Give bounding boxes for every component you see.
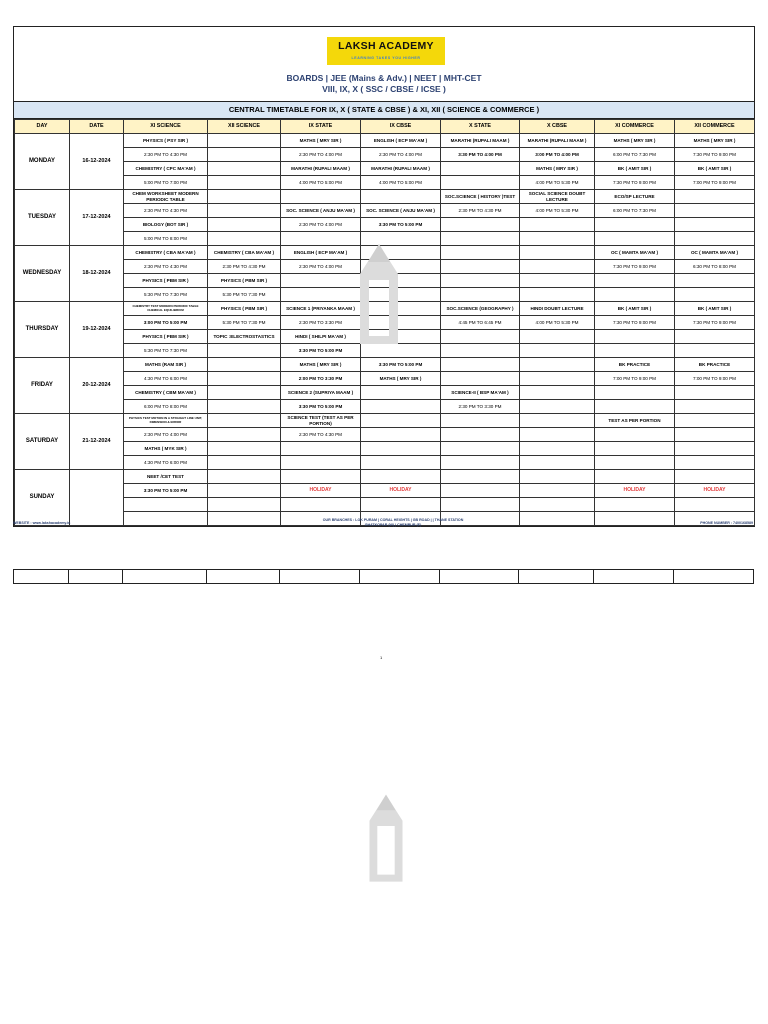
schedule-cell: [361, 498, 441, 512]
schedule-cell: [441, 358, 520, 372]
table-row: [15, 414, 755, 428]
schedule-cell: 4:45 PM TO 6:45 PM: [441, 316, 520, 330]
schedule-cell: [675, 288, 755, 302]
schedule-cell: 7:30 PM TO 9:00 PM: [675, 148, 755, 162]
schedule-cell: 3:00 PM TO 5:00 PM: [124, 316, 208, 330]
schedule-cell: ECO/SP LECTURE: [595, 190, 675, 204]
schedule-cell: BK ( AMIT SIR ): [595, 302, 675, 316]
stub-cell: [123, 570, 207, 584]
schedule-cell: [441, 260, 520, 274]
table-row: [15, 148, 755, 162]
footer: [13, 518, 753, 532]
schedule-cell: [208, 190, 281, 204]
branches-text: [273, 518, 513, 528]
logo-tagline: LEARNING TAKES YOU HIGHER: [351, 56, 421, 60]
schedule-cell: [441, 470, 520, 484]
schedule-cell: 2:00 PM TO 3:30 PM: [281, 372, 361, 386]
page-continuation-row: [13, 569, 754, 584]
schedule-cell: [441, 232, 520, 246]
schedule-cell: [595, 470, 675, 484]
schedule-cell: [281, 288, 361, 302]
schedule-cell: [441, 176, 520, 190]
schedule-cell: [520, 498, 595, 512]
day-cell: FRIDAY: [15, 358, 70, 414]
timetable-title: CENTRAL TIMETABLE FOR IX, X ( STATE & CBSE ) & XI, XII ( SCIENCE & COMMERCE ): [14, 102, 754, 119]
schedule-cell: [520, 470, 595, 484]
schedule-cell: 2:30 PM TO 4:00 PM: [281, 148, 361, 162]
schedule-cell: 4:00 PM TO 5:30 PM: [520, 316, 595, 330]
table-row: [15, 162, 755, 176]
schedule-cell: [361, 442, 441, 456]
schedule-cell: 2:30 PM TO 4:30 PM: [281, 428, 361, 442]
schedule-cell: 4:00 PM TO 5:00 PM: [361, 176, 441, 190]
schedule-cell: 7:00 PM TO 9:00 PM: [595, 372, 675, 386]
table-row: [15, 498, 755, 512]
day-cell: MONDAY: [15, 134, 70, 190]
schedule-cell: [208, 204, 281, 218]
schedule-cell: MARATHI (RUPALI MAAM ): [281, 162, 361, 176]
schedule-cell: [208, 232, 281, 246]
day-cell: SATURDAY: [15, 414, 70, 470]
schedule-cell: 2:30 PM TO 4:00 PM: [281, 260, 361, 274]
programs-line: BOARDS | JEE (Mains & Adv.) | NEET | MHT-CET: [286, 73, 482, 83]
schedule-cell: 7:30 PM TO 9:00 PM: [595, 260, 675, 274]
column-header: DATE: [70, 120, 124, 134]
schedule-cell: [208, 428, 281, 442]
schedule-cell: [441, 414, 520, 428]
schedule-cell: [520, 386, 595, 400]
schedule-cell: 3:30 PM TO 4:00 PM: [441, 148, 520, 162]
schedule-cell: [520, 260, 595, 274]
schedule-cell: [595, 288, 675, 302]
schedule-cell: [595, 330, 675, 344]
table-row: [15, 484, 755, 498]
schedule-cell: OC ( MAMTA MA'AM ): [675, 246, 755, 260]
schedule-cell: [281, 274, 361, 288]
schedule-cell: [441, 498, 520, 512]
website-text: WEBSITE : www.lakshacademy.in: [13, 521, 71, 525]
schedule-cell: [441, 246, 520, 260]
schedule-cell: 5:00 PM TO 7:00 PM: [124, 176, 208, 190]
branches-line-2: GHATKOPAR (W) | CHEMBUR (E): [364, 523, 422, 527]
schedule-cell: ENGLISH ( ECP MA'AM ): [361, 134, 441, 148]
schedule-cell: [675, 274, 755, 288]
schedule-cell: BIOLOGY (BOT SIR ): [124, 218, 208, 232]
schedule-cell: [595, 428, 675, 442]
schedule-cell: [675, 400, 755, 414]
schedule-cell: [208, 176, 281, 190]
schedule-cell: [595, 386, 675, 400]
schedule-cell: 4:00 PM TO 5:00 PM: [281, 176, 361, 190]
schedule-cell: CHEMISTRY ( CBA MA'AM ): [208, 246, 281, 260]
schedule-cell: [208, 372, 281, 386]
schedule-cell: 2:30 PM TO 3:30 PM: [281, 316, 361, 330]
schedule-cell: 3:30 PM TO 5:00 PM: [281, 344, 361, 358]
stub-cell: [69, 570, 123, 584]
logo-text: LAKSH ACADEMY: [338, 40, 434, 52]
schedule-cell: [441, 484, 520, 498]
phone-text: PHONE NUMBER : 7400168589: [700, 521, 753, 525]
schedule-cell: CHEMISTRY TEST MODERN PERIODIC TABLE CHEMICAL EQUILIBRIUM: [124, 302, 208, 316]
schedule-cell: MATHS ( MRY SIR ): [361, 372, 441, 386]
schedule-cell: 7:30 PM TO 9:00 PM: [595, 176, 675, 190]
schedule-cell: PHYSICS ( PBM SIR ): [124, 330, 208, 344]
schedule-cell: 6:00 PM TO 8:00 PM: [124, 400, 208, 414]
schedule-cell: 2:30 PM TO 4:30 PM: [124, 148, 208, 162]
schedule-cell: MARATHI (RUPALI MAAM ): [361, 162, 441, 176]
stub-cell: [207, 570, 280, 584]
schedule-cell: [675, 204, 755, 218]
schedule-cell: [520, 442, 595, 456]
schedule-cell: 5:30 PM TO 7:30 PM: [208, 316, 281, 330]
schedule-cell: SCIENCE-II ( BSP MA'AM ): [441, 386, 520, 400]
schedule-cell: [441, 428, 520, 442]
schedule-cell: [441, 372, 520, 386]
schedule-cell: [208, 148, 281, 162]
schedule-cell: 7:00 PM TO 9:00 PM: [675, 372, 755, 386]
schedule-cell: [595, 218, 675, 232]
schedule-cell: [281, 232, 361, 246]
schedule-cell: [520, 400, 595, 414]
schedule-cell: [520, 358, 595, 372]
branches-line-1: OUR BRANCHES : LOK PURAM | CORAL HEIGHTS | GB ROAD | | THANE STATION: [322, 518, 464, 522]
academy-logo: [327, 37, 445, 65]
stub-cell: [594, 570, 674, 584]
schedule-cell: 2:30 PM TO 4:30 PM: [124, 204, 208, 218]
schedule-cell: 7:00 PM TO 9:00 PM: [675, 176, 755, 190]
schedule-cell: [595, 456, 675, 470]
schedule-cell: HINDI ( SHILPI MA'AM ): [281, 330, 361, 344]
date-cell: 18-12-2024: [70, 246, 124, 302]
schedule-cell: BK PRACTICE: [595, 358, 675, 372]
schedule-cell: [595, 232, 675, 246]
schedule-cell: PHYSICS ( PBM SIR ): [208, 302, 281, 316]
schedule-cell: CHEMISTRY ( CPC MA'AM ): [124, 162, 208, 176]
table-row: [15, 470, 755, 484]
schedule-cell: 5:00 PM TO 8:00 PM: [124, 232, 208, 246]
schedule-cell: [208, 162, 281, 176]
schedule-cell: [361, 470, 441, 484]
schedule-cell: [208, 344, 281, 358]
schedule-cell: [520, 456, 595, 470]
schedule-cell: [520, 428, 595, 442]
column-header: IX CBSE: [361, 120, 441, 134]
schedule-cell: [441, 288, 520, 302]
schedule-cell: MARATHI (RUPALI MAAM ): [520, 134, 595, 148]
schedule-cell: 4:00 PM TO 5:30 PM: [520, 176, 595, 190]
schedule-cell: SCIENCE 1 (PRIYANKA MAAM ): [281, 302, 361, 316]
schedule-cell: 2:30 PM TO 4:00 PM: [124, 428, 208, 442]
schedule-cell: MATHS ( MRY SIR ): [281, 358, 361, 372]
column-header: DAY: [15, 120, 70, 134]
schedule-cell: [520, 288, 595, 302]
schedule-cell: MATHS ( MRY SIR ): [675, 134, 755, 148]
schedule-cell: [208, 414, 281, 428]
schedule-cell: SOC. SCIENCE ( ANJU MA'AM ): [281, 204, 361, 218]
schedule-cell: [208, 442, 281, 456]
schedule-cell: PHYSICS ( PBM SIR ): [208, 274, 281, 288]
schedule-cell: HOLIDAY: [281, 484, 361, 498]
schedule-cell: SOC.SCIENCE (GEOGRAPHY ): [441, 302, 520, 316]
stub-cell: [280, 570, 360, 584]
schedule-cell: [520, 246, 595, 260]
schedule-cell: [361, 400, 441, 414]
schedule-cell: [208, 498, 281, 512]
schedule-cell: [361, 386, 441, 400]
pencil-watermark-icon: [366, 785, 406, 893]
table-row: [15, 190, 755, 204]
schedule-cell: TEST AS PER PORTION: [595, 414, 675, 428]
table-row: [15, 372, 755, 386]
column-header: XII COMMERCE: [675, 120, 755, 134]
day-cell: THURSDAY: [15, 302, 70, 358]
schedule-cell: 3:30 PM TO 5:00 PM: [361, 358, 441, 372]
date-cell: 19-12-2024: [70, 302, 124, 358]
schedule-cell: [281, 442, 361, 456]
schedule-cell: [520, 232, 595, 246]
stub-cell: [674, 570, 754, 584]
schedule-cell: 4:00 PM TO 5:30 PM: [520, 204, 595, 218]
schedule-cell: [675, 218, 755, 232]
schedule-cell: CHEMISTRY ( CBM MA'AM ): [124, 386, 208, 400]
schedule-cell: MATHS ( MRY SIR ): [595, 134, 675, 148]
column-header: X STATE: [441, 120, 520, 134]
schedule-cell: 6:30 PM TO 8:00 PM: [675, 260, 755, 274]
table-row: [15, 386, 755, 400]
schedule-cell: MATHS ( MRY SIR ): [520, 162, 595, 176]
stub-cell: [14, 570, 69, 584]
schedule-cell: [520, 372, 595, 386]
schedule-cell: 2:30 PM TO 4:30 PM: [124, 260, 208, 274]
schedule-cell: HINDI DOUBT LECTURE: [520, 302, 595, 316]
schedule-cell: BK ( AMIT SIR ): [595, 162, 675, 176]
schedule-cell: [281, 456, 361, 470]
header-row: [15, 120, 755, 134]
column-header: XII SCIENCE: [208, 120, 281, 134]
date-cell: 17-12-2024: [70, 190, 124, 246]
schedule-cell: SCIENCE TEST (TEST AS PER PORTION): [281, 414, 361, 428]
schedule-cell: [595, 498, 675, 512]
schedule-cell: CHEM WORKSHEET MODERN PERIODIC TABLE: [124, 190, 208, 204]
schedule-cell: [520, 414, 595, 428]
table-row: [15, 442, 755, 456]
schedule-cell: MATHS ( MYK SIR ): [124, 442, 208, 456]
schedule-cell: 2:30 PM TO 4:00 PM: [281, 218, 361, 232]
stub-row: [14, 570, 754, 584]
schedule-cell: HOLIDAY: [595, 484, 675, 498]
schedule-cell: MATHS (RAM SIR ): [124, 358, 208, 372]
schedule-cell: [595, 344, 675, 358]
table-row: [15, 400, 755, 414]
schedule-cell: 3:30 PM TO 5:00 PM: [361, 218, 441, 232]
schedule-cell: [675, 232, 755, 246]
schedule-cell: HOLIDAY: [361, 484, 441, 498]
day-cell: WEDNESDAY: [15, 246, 70, 302]
schedule-cell: [281, 190, 361, 204]
table-row: [15, 358, 755, 372]
date-cell: 21-12-2024: [70, 414, 124, 470]
schedule-cell: [441, 162, 520, 176]
schedule-cell: [208, 484, 281, 498]
schedule-cell: 6:00 PM TO 7:30 PM: [595, 148, 675, 162]
schedule-cell: [520, 274, 595, 288]
schedule-cell: [675, 456, 755, 470]
column-header: XI COMMERCE: [595, 120, 675, 134]
schedule-cell: [208, 386, 281, 400]
schedule-cell: [675, 330, 755, 344]
schedule-cell: [520, 344, 595, 358]
page-number: 1: [380, 655, 383, 660]
schedule-cell: 3:30 PM TO 5:00 PM: [124, 484, 208, 498]
stub-cell: [360, 570, 440, 584]
stub-cell: [519, 570, 594, 584]
schedule-cell: 2:30 PM TO 4:30 PM: [441, 204, 520, 218]
header: [14, 27, 754, 102]
schedule-cell: [675, 498, 755, 512]
day-cell: TUESDAY: [15, 190, 70, 246]
schedule-cell: MARATHI (RUPALI MAAM ): [441, 134, 520, 148]
schedule-cell: [595, 442, 675, 456]
schedule-cell: [675, 428, 755, 442]
schedule-cell: [361, 414, 441, 428]
schedule-cell: SCIENCE 2 (SUPRIYA MAAM ): [281, 386, 361, 400]
schedule-cell: [441, 442, 520, 456]
schedule-cell: [361, 428, 441, 442]
column-header: XI SCIENCE: [124, 120, 208, 134]
schedule-cell: 7:30 PM TO 9:00 PM: [595, 316, 675, 330]
schedule-cell: [208, 218, 281, 232]
boards-line: VIII, IX, X ( SSC / CBSE / ICSE ): [322, 84, 446, 94]
column-header: IX STATE: [281, 120, 361, 134]
schedule-cell: [675, 190, 755, 204]
schedule-cell: NEET /CET TEST: [124, 470, 208, 484]
schedule-cell: BK ( AMIT SIR ): [675, 162, 755, 176]
schedule-cell: 7:30 PM TO 9:00 PM: [675, 316, 755, 330]
schedule-cell: [208, 470, 281, 484]
schedule-cell: OC ( MAMTA MA'AM ): [595, 246, 675, 260]
stub-cell: [440, 570, 519, 584]
schedule-cell: [124, 498, 208, 512]
schedule-cell: MATHS ( MRY SIR ): [281, 134, 361, 148]
day-cell: SUNDAY: [15, 470, 70, 526]
date-cell: 20-12-2024: [70, 358, 124, 414]
schedule-cell: 3:30 PM TO 5:00 PM: [281, 400, 361, 414]
schedule-cell: [595, 274, 675, 288]
schedule-cell: 2:30 PM TO 4:30 PM: [208, 260, 281, 274]
schedule-cell: 2:30 PM TO 3:30 PM: [441, 400, 520, 414]
schedule-cell: [441, 456, 520, 470]
schedule-cell: 4:30 PM TO 6:00 PM: [124, 372, 208, 386]
schedule-cell: PHYSICS TEST MOTION IN A STRAIGHT LINE UNIT, DIMENSION & ERROR: [124, 414, 208, 428]
table-row: [15, 134, 755, 148]
schedule-cell: [675, 414, 755, 428]
schedule-cell: [208, 358, 281, 372]
schedule-cell: BK ( AMIT SIR ): [675, 302, 755, 316]
column-header: X CBSE: [520, 120, 595, 134]
schedule-cell: [520, 330, 595, 344]
table-row: [15, 456, 755, 470]
schedule-cell: CHEMISTRY ( CBA MA'AM ): [124, 246, 208, 260]
schedule-cell: [675, 442, 755, 456]
schedule-cell: [208, 456, 281, 470]
schedule-cell: [208, 134, 281, 148]
schedule-cell: [281, 498, 361, 512]
schedule-cell: [441, 218, 520, 232]
schedule-cell: PHYSICS ( PBM SIR ): [124, 274, 208, 288]
schedule-cell: 6:00 PM TO 7:30 PM: [595, 204, 675, 218]
schedule-cell: SOC. SCIENCE ( ANJU MA'AM ): [361, 204, 441, 218]
schedule-cell: [208, 400, 281, 414]
schedule-cell: PHYSICS ( PSY SIR ): [124, 134, 208, 148]
schedule-cell: HOLIDAY: [675, 484, 755, 498]
schedule-cell: BK PRACTICE: [675, 358, 755, 372]
schedule-cell: 5:30 PM TO 7:30 PM: [124, 344, 208, 358]
table-row: [15, 204, 755, 218]
schedule-cell: 2:30 PM TO 4:00 PM: [361, 148, 441, 162]
schedule-cell: [441, 344, 520, 358]
schedule-cell: [361, 190, 441, 204]
schedule-cell: [441, 274, 520, 288]
schedule-cell: [675, 344, 755, 358]
schedule-cell: ENGLISH ( ECP MA'AM ): [281, 246, 361, 260]
schedule-cell: [520, 484, 595, 498]
schedule-cell: 4:30 PM TO 6:00 PM: [124, 456, 208, 470]
schedule-cell: SOCIAL SCIENCE DOUBT LECTURE: [520, 190, 595, 204]
date-cell: 16-12-2024: [70, 134, 124, 190]
schedule-cell: [441, 330, 520, 344]
pencil-watermark-icon: [356, 240, 402, 350]
schedule-cell: [520, 218, 595, 232]
table-row: [15, 428, 755, 442]
schedule-cell: [675, 470, 755, 484]
schedule-cell: TOPIC :ELECTROSTASTICS: [208, 330, 281, 344]
table-row: [15, 176, 755, 190]
schedule-cell: 5:30 PM TO 7:30 PM: [124, 288, 208, 302]
schedule-cell: [281, 470, 361, 484]
schedule-cell: [675, 386, 755, 400]
schedule-cell: 5:30 PM TO 7:30 PM: [208, 288, 281, 302]
table-row: [15, 218, 755, 232]
schedule-cell: 3:00 PM TO 4:00 PM: [520, 148, 595, 162]
schedule-cell: [361, 456, 441, 470]
schedule-cell: SOC.SCIENCE ( HISTORY )TEST: [441, 190, 520, 204]
schedule-cell: [595, 400, 675, 414]
